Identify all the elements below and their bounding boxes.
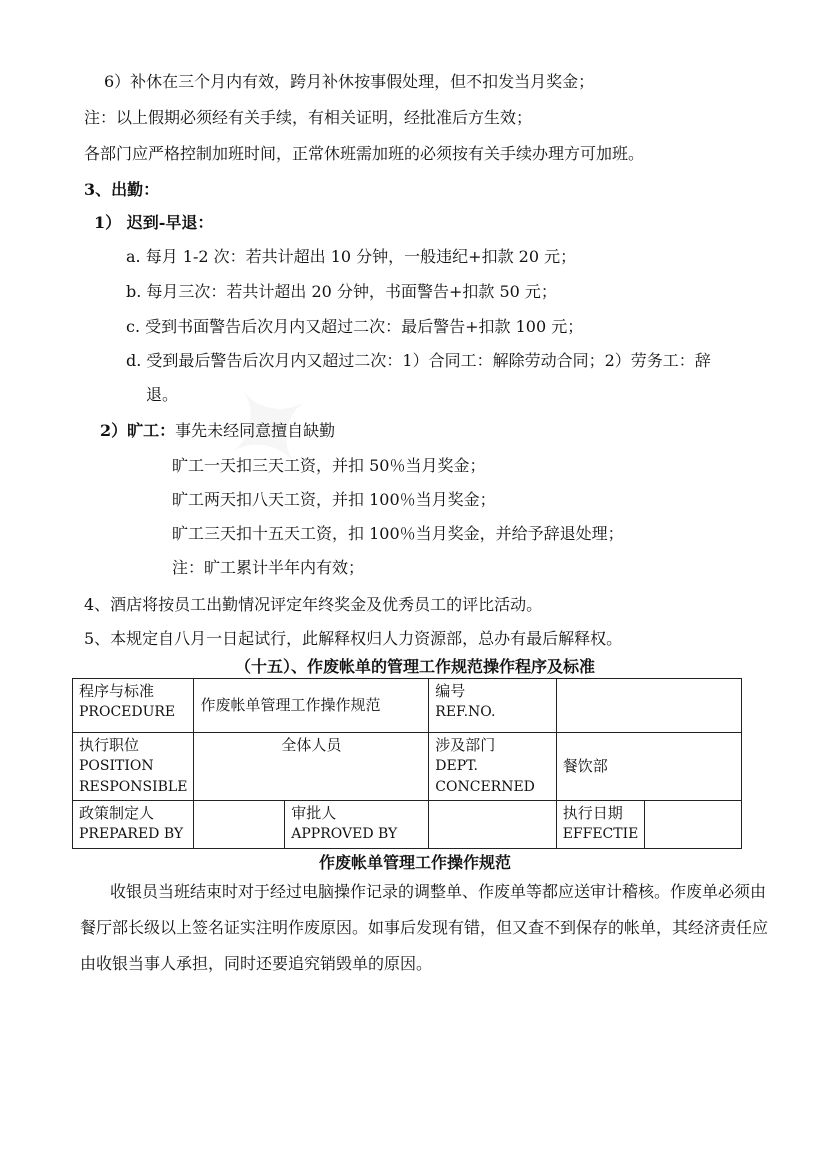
ref-label-cell — [429, 679, 556, 733]
absenteeism-definition: 事先未经同意擅自缺勤 — [175, 421, 336, 440]
absent-2-days: 旷工两天扣八天工资，并扣 100％当月奖金； — [172, 490, 496, 509]
absent-3-days: 旷工三天扣十五天工资，扣 100％当月奖金，并给予辞退处理； — [172, 524, 624, 543]
sub-title: 作废帐单管理工作操作规范 — [318, 853, 511, 872]
prepared-label-cn: 政策制定人 — [79, 804, 155, 822]
position-label-cell — [73, 733, 194, 801]
position-label-en1: POSITION — [79, 758, 154, 774]
rule-d-line2: 退。 — [146, 385, 179, 404]
procedure-value-cell — [194, 679, 429, 733]
approved-value-cell — [429, 801, 556, 849]
procedure-label-cell — [73, 679, 194, 733]
effective-label-cn: 执行日期 — [562, 804, 623, 822]
rule-a: a. 每月 1-2 次：若共计超出 10 分钟，一般违纪+扣款 20 元； — [126, 247, 577, 266]
procedure-label-en: PROCEDURE — [79, 704, 176, 720]
procedure-value: 作废帐单管理工作操作规范 — [200, 696, 381, 714]
procedure-label-cn: 程序与标准 — [79, 682, 155, 700]
dept-label-cn: 涉及部门 — [435, 736, 496, 754]
table-row — [73, 801, 742, 849]
effective-label-cell — [556, 801, 645, 849]
dept-value: 餐饮部 — [562, 757, 608, 775]
procedure-info-table — [72, 678, 742, 849]
dept-value-cell — [556, 733, 741, 801]
absenteeism-heading — [100, 420, 335, 442]
late-early-heading: 1） 迟到-早退： — [94, 213, 214, 232]
position-value-cell — [194, 733, 429, 801]
rule-4: 4、酒店将按员工出勤情况评定年终奖金及优秀员工的评比活动。 — [84, 595, 543, 614]
body-paragraph: 收银员当班结束时对于经过电脑操作记录的调整单、作废单等都应送审计稽核。作废单必须由餐厅部长级以上签名证实注明作废原因。如事后发现有错，但又查不到保存的帐单，其经济责任应由收银当事人承担，同时还要追究销毁单的原因。 — [80, 882, 769, 973]
absenteeism-label: 2）旷工： — [100, 421, 176, 440]
prepared-value-cell — [194, 801, 285, 849]
section-title: （十五）、作废帐单的管理工作规范操作程序及标准 — [234, 657, 595, 676]
ref-label-en: REF.NO. — [435, 704, 496, 720]
attendance-heading: 3、出勤： — [84, 180, 160, 199]
leave-note: 注：以上假期必须经有关手续，有相关证明，经批准后方生效； — [84, 108, 533, 127]
effective-label-en: EFFECTIE — [562, 826, 639, 842]
prepared-label-en: PREPARED BY — [79, 826, 184, 842]
prepared-label-cell — [73, 801, 194, 849]
leave-rule-6: 6）补休在三个月内有效，跨月补休按事假处理，但不扣发当月奖金； — [104, 72, 595, 91]
dept-label-cell — [429, 733, 556, 801]
absent-note: 注：旷工累计半年内有效； — [172, 558, 365, 577]
rule-5: 5、本规定自八月一日起试行，此解释权归人力资源部，总办有最后解释权。 — [84, 629, 623, 648]
approved-label-cell — [285, 801, 429, 849]
overtime-rule: 各部门应严格控制加班时间，正常休班需加班的必须按有关手续办理方可加班。 — [84, 144, 645, 163]
approved-label-en: APPROVED BY — [291, 826, 398, 842]
ref-label-cn: 编号 — [435, 682, 466, 700]
dept-label-en2: CONCERNED — [435, 779, 535, 795]
dept-label-en1: DEPT. — [435, 758, 478, 774]
approved-label-cn: 审批人 — [291, 804, 337, 822]
table-row — [73, 679, 742, 733]
rule-b: b. 每月三次：若共计超出 20 分钟，书面警告+扣款 50 元； — [126, 282, 557, 301]
rule-c: c. 受到书面警告后次月内又超过二次：最后警告+扣款 100 元； — [126, 317, 584, 336]
position-value: 全体人员 — [281, 736, 342, 754]
effective-value-cell — [645, 801, 742, 849]
position-label-en2: RESPONSIBLE — [79, 779, 188, 795]
position-label-cn: 执行职位 — [79, 736, 140, 754]
absent-1-day: 旷工一天扣三天工资，并扣 50％当月奖金； — [172, 456, 486, 475]
table-row — [73, 733, 742, 801]
rule-d-line1: d. 受到最后警告后次月内又超过二次：1）合同工：解除劳动合同；2）劳务工：辞 — [126, 351, 711, 370]
ref-value-cell — [556, 679, 741, 733]
